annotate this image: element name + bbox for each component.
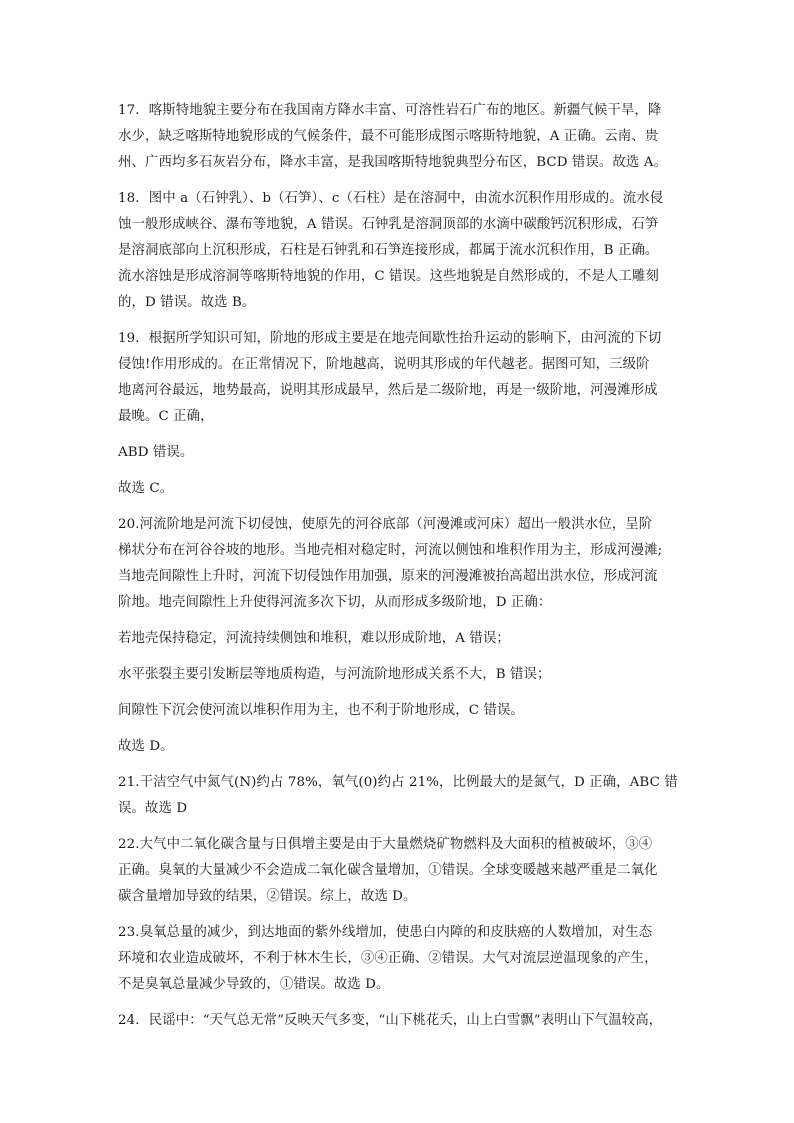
answer-17 [118,98,676,176]
answer-19-continued [118,440,676,466]
answer-18 [118,186,676,316]
text-line: 水少，缺乏喀斯特地貌形成的气候条件，最不可能形成图示喀斯特地貌，A 正确。云南、贵 [118,129,659,144]
text-line: 若地壳保持稳定，河流持续侧蚀和堆积，难以形成阶地，A 错误； [118,631,510,646]
text-line: 间隙性下沉会使河流以堆积作用为主，也不利于阶地形成，C 错误。 [118,703,524,718]
text-line: 故选 D。 [118,739,174,754]
answer-24 [118,1008,676,1034]
text-line: 是溶洞底部向上沉积形成，石柱是石钟乳和石笋连接形成，都属于流水沉积作用，B 正确。 [118,243,659,258]
answer-20-option-b [118,662,676,688]
text-line: 蚀一般形成峡谷、瀑布等地貌，A 错误。石钟乳是溶洞顶部的水滴中碳酸钙沉积形成，石笋 [118,217,659,232]
text-line: 23.臭氧总量的减少，到达地面的紫外线增加，使患白内障的和皮肤癌的人数增加，对生态 [118,925,653,940]
text-line: 碳含量增加导致的结果，②错误。综上，故选 D。 [118,889,417,904]
answer-23 [118,920,676,998]
text-line: 19．根据所学知识可知，阶地的形成主要是在地壳间歇性抬升运动的影响下，由河流的下切 [118,331,662,346]
text-line: 正确。臭氧的大量减少不会造成二氧化碳含量增加，①错误。全球变暖越来越严重是二氧化 [118,863,658,878]
text-line: 阶地。地壳间隙性上升使得河流多次下切，从而形成多级阶地，D 正确： [118,595,552,610]
text-line: 地离河谷最远，地势最高，说明其形成最早，然后是二级阶地，再是一级阶地，河漫滩形成 [118,383,658,398]
answer-20-option-a [118,626,676,652]
answer-19-choice [118,476,676,502]
answer-19 [118,326,676,430]
answer-20 [118,512,676,616]
text-line: 24．民谣中：“天气总无常”反映天气多变，“山下桃花夭，山上白雪飘”表明山下气温较高， [118,1013,663,1028]
text-line: 当地壳间隙性上升时，河流下切侵蚀作用加强，原来的河漫滩被抬高超出洪水位，形成河流 [118,569,658,584]
text-line: 17．喀斯特地貌主要分布在我国南方降水丰富、可溶性岩石广布的地区。新疆气候干旱，降 [118,103,662,118]
text-line: ABD 错误。 [118,445,194,460]
text-line: 最晚。C 正确， [118,409,214,424]
text-line: 不是臭氧总量减少导致的，①错误。故选 D。 [118,977,390,992]
text-line: 州、广西均多石灰岩分布，降水丰富，是我国喀斯特地貌典型分布区，BCD 错误。故选 A。 [118,155,668,170]
text-line: 的，D 错误。故选 B。 [118,295,256,310]
text-line: 18．图中 a（石钟乳）、b（石笋）、c（石柱）是在溶洞中，由流水沉积作用形成的。流水侵 [118,191,664,206]
text-line: 侵蚀!作用形成的。在正常情况下，阶地越高，说明其形成的年代越老。据图可知，三级阶 [118,357,650,372]
text-line: 水平张裂主要引发断层等地质构造，与河流阶地形成关系不大，B 错误； [118,667,551,682]
text-line: 梯状分布在河谷谷坡的地形。当地壳相对稳定时，河流以侧蚀和堆积作用为主，形成河漫滩; [118,543,663,558]
text-line: 22.大气中二氧化碳含量与日俱增主要是由于大量燃烧矿物燃料及大面积的植被破坏，③④ [118,837,653,852]
text-line: 环境和农业造成破坏，不利于林木生长，③④正确、②错误。大气对流层逆温现象的产生， [118,951,658,966]
answer-22 [118,832,676,910]
text-line: 误。故选 D [118,801,188,816]
text-line: 21.干洁空气中氮气(N)约占 78%，氧气(0)约占 21%，比例最大的是氮气，D 正确，ABC 错 [118,775,678,790]
text-line: 故选 C。 [118,481,174,496]
answer-20-option-c [118,698,676,724]
answer-21 [118,770,676,822]
document-page [118,98,676,1044]
text-line: 20.河流阶地是河流下切侵蚀，使原先的河谷底部（河漫滩或河床）超出一般洪水位，呈阶 [118,517,653,532]
answer-20-choice [118,734,676,760]
text-line: 流水溶蚀是形成溶洞等喀斯特地貌的作用，C 错误。这些地貌是自然形成的，不是人工雕刻 [118,269,659,284]
